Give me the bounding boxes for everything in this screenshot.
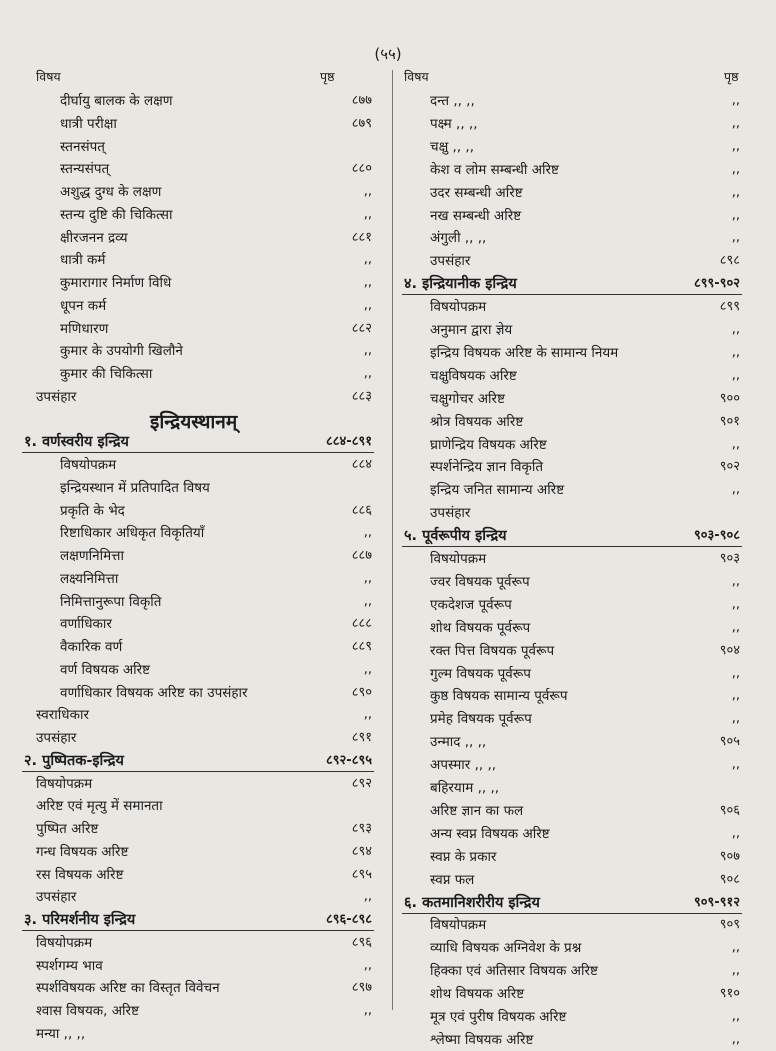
- toc-entry-page: ,,: [731, 1009, 740, 1024]
- toc-entry-label: नख सम्बन्धी अरिष्ट: [430, 207, 522, 224]
- toc-entry-label: उपसंहार: [36, 730, 77, 746]
- toc-entry-page: ९०४: [719, 642, 740, 658]
- toc-entry-label: स्तन्यसंपत्: [60, 161, 110, 178]
- toc-entry-page: ८८३: [351, 388, 372, 404]
- toc-entry-page: ८८७: [351, 548, 372, 563]
- toc-entry-label: मणिधारण: [60, 320, 109, 337]
- toc-entry-label: अशुद्ध दुग्ध के लक्षण: [60, 184, 162, 200]
- toc-entry-label: एकदेशज पूर्वरूप: [430, 596, 512, 613]
- toc-entry-label: विषयोपक्रम: [60, 457, 117, 473]
- toc-entry-label: स्वप्न के प्रकार: [430, 848, 497, 865]
- header-subject: विषय: [36, 69, 61, 84]
- toc-entry-page: ८९८: [719, 253, 740, 269]
- toc-entry-label: लक्ष्यनिमित्ता: [60, 570, 119, 587]
- toc-entry-page: ८९५: [351, 866, 372, 882]
- toc-entry-page: ८८६: [351, 502, 372, 518]
- toc-entry-page: ९००: [719, 390, 740, 406]
- toc-entry-page: ९१०: [719, 986, 740, 1002]
- toc-entry-label: धात्री कर्म: [60, 252, 106, 269]
- toc-entry-label: चक्षुविषयक अरिष्ट: [430, 367, 517, 384]
- toc-entry-label: रक्त पित्त विषयक पूर्वरूप: [430, 642, 555, 659]
- toc-entry-label: अरिष्ट ज्ञान का फल: [430, 802, 524, 819]
- toc-entry-label: स्वप्न फल: [430, 871, 475, 888]
- toc-entry-page: ,,: [363, 957, 372, 973]
- toc-entry-label: पुष्पित अरिष्ट: [36, 821, 99, 837]
- toc-entry-page: ,,: [731, 436, 740, 452]
- toc-entry-page: ८८०: [351, 161, 372, 177]
- toc-entry-label: विषयोपक्रम: [430, 551, 487, 567]
- toc-entry-page: ९०८: [719, 871, 740, 887]
- header-page: पृष्ठ: [724, 69, 739, 84]
- toc-entry-page: ९०३: [719, 551, 740, 566]
- toc-entry-label: विषयोपक्रम: [36, 934, 93, 951]
- toc-entry-label: दन्त ,, ,,: [430, 93, 475, 109]
- toc-entry-page: ,,: [731, 115, 740, 131]
- toc-entry-page: ,,: [731, 619, 740, 635]
- section-page-range: ८८४-८९१: [326, 434, 372, 450]
- header-subject: विषय: [404, 69, 429, 84]
- toc-entry-label: दीर्घायु बालक के लक्षण: [60, 93, 173, 109]
- toc-entry-label: केश व लोम सम्बन्धी अरिष्ट: [430, 161, 559, 178]
- toc-entry-page: ,,: [731, 757, 740, 773]
- toc-entry-page: ८९२: [351, 775, 372, 791]
- toc-entry-page: ,,: [731, 940, 740, 956]
- toc-entry-page: ८८२: [351, 320, 372, 336]
- toc-entry-page: ,,: [363, 343, 372, 359]
- section-heading: ६. कतमानिशरीरीय इन्द्रिय: [404, 894, 540, 911]
- toc-entry-label: वर्ण विषयक अरिष्ट: [60, 661, 151, 678]
- toc-entry-label: विषयोपक्रम: [430, 299, 487, 316]
- toc-entry-label: विषयोपक्रम: [430, 917, 487, 934]
- toc-entry-label: अनुमान द्वारा ज्ञेय: [430, 322, 513, 338]
- toc-entry-page: ,,: [363, 206, 372, 222]
- toc-entry-page: ,,: [731, 482, 740, 498]
- toc-entry-label: लक्षणनिमित्ता: [60, 548, 124, 564]
- toc-entry-label: प्रकृति के भेद: [60, 502, 125, 519]
- toc-entry-label: हिक्का एवं अतिसार विषयक अरिष्ट: [430, 963, 598, 980]
- toc-entry-page: ,,: [363, 525, 372, 541]
- toc-entry-label: उपसंहार: [430, 253, 471, 270]
- toc-entry-label: श्लेष्मा विषयक अरिष्ट: [430, 1031, 534, 1048]
- toc-entry-page: ,,: [363, 252, 372, 268]
- toc-entry-page: ,,: [363, 707, 372, 723]
- toc-entry-label: उदर सम्बन्धी अरिष्ट: [430, 184, 523, 201]
- toc-entry-label: उपसंहार: [36, 889, 77, 906]
- toc-entry-page: ८९०: [351, 684, 372, 700]
- toc-entry-page: ,,: [731, 344, 740, 360]
- toc-entry-label: वर्णाधिकार विषयक अरिष्ट का उपसंहार: [60, 684, 248, 701]
- toc-entry-label: निमित्तानुरूपा विकृति: [60, 593, 162, 610]
- toc-entry-label: स्पर्शनेन्द्रिय ज्ञान विकृति: [430, 459, 544, 476]
- toc-entry-page: ९०६: [719, 802, 740, 818]
- toc-entry-page: ९०९: [719, 917, 740, 933]
- toc-entry-label: गुल्म विषयक पूर्वरूप: [430, 665, 531, 682]
- toc-entry-label: श्वास विषयक, अरिष्ट: [36, 1003, 139, 1019]
- section-heading: २. पुष्पितक-इन्द्रिय: [24, 752, 124, 769]
- toc-entry-label: गन्ध विषयक अरिष्ट: [36, 843, 129, 860]
- toc-entry-label: स्वराधिकार: [36, 707, 89, 724]
- toc-entry-page: ८९६: [351, 934, 372, 950]
- toc-entry-page: ८९१: [351, 730, 372, 745]
- section-rule: [402, 546, 742, 547]
- toc-entry-page: ८७९: [351, 115, 372, 131]
- toc-entry-label: धूपन कर्म: [60, 297, 107, 314]
- section-page-range: ९०३-९०८: [694, 528, 740, 544]
- toc-entry-label: स्तन्य दुष्टि की चिकित्सा: [60, 206, 173, 223]
- toc-entry-label: रिष्टाधिकार अधिकृत विकृतियाँ: [60, 525, 205, 542]
- toc-entry-page: ,,: [363, 1003, 372, 1018]
- toc-entry-page: ,,: [731, 688, 740, 704]
- toc-entry-page: ८९७: [351, 980, 372, 996]
- section-page-range: ८९६-८९८: [326, 912, 372, 927]
- toc-entry-label: उन्माद ,, ,,: [430, 734, 487, 751]
- toc-entry-page: ९०२: [719, 459, 740, 475]
- toc-entry-page: ,,: [363, 889, 372, 905]
- toc-entry-label: इन्द्रिय जनित सामान्य अरिष्ट: [430, 482, 565, 499]
- toc-entry-label: इन्द्रियस्थान में प्रतिपादित विषय: [60, 479, 210, 496]
- toc-entry-page: ,,: [731, 665, 740, 681]
- toc-entry-page: ९०५: [719, 734, 740, 750]
- toc-entry-page: ८९९: [719, 299, 740, 315]
- toc-entry-label: अंगुली ,, ,,: [430, 230, 487, 247]
- toc-entry-page: ,,: [731, 230, 740, 246]
- toc-entry-page: ,,: [731, 963, 740, 979]
- toc-entry-page: ,,: [363, 593, 372, 609]
- toc-entry-label: श्रोत्र विषयक अरिष्ट: [430, 413, 524, 430]
- section-rule: [402, 913, 742, 914]
- toc-entry-page: ८९३: [351, 821, 372, 836]
- toc-entry-label: अरिष्ट एवं मृत्यु में समानता: [36, 798, 163, 815]
- toc-entry-label: धात्री परीक्षा: [60, 115, 117, 132]
- toc-entry-page: ,,: [731, 93, 740, 108]
- toc-entry-page: ,,: [731, 322, 740, 337]
- toc-entry-page: ,,: [731, 207, 740, 223]
- toc-entry-label: स्पर्शगम्य भाव: [36, 957, 103, 974]
- toc-entry-label: रस विषयक अरिष्ट: [36, 866, 124, 883]
- toc-entry-page: ८९४: [351, 843, 372, 859]
- toc-entry-page: ,,: [363, 184, 372, 199]
- toc-entry-label: उपसंहार: [36, 388, 77, 405]
- toc-entry-page: ,,: [363, 275, 372, 290]
- toc-entry-label: क्षीरजनन द्रव्य: [60, 229, 128, 246]
- toc-entry-label: व्याधि विषयक अग्निवेश के प्रश्न: [430, 940, 582, 957]
- toc-entry-label: उपसंहार: [430, 505, 471, 522]
- toc-entry-page: ८८९: [351, 639, 372, 654]
- section-heading: १. वर्णस्वरीय इन्द्रिय: [24, 434, 129, 451]
- toc-entry-label: कुष्ठ विषयक सामान्य पूर्वरूप: [430, 688, 568, 705]
- toc-entry-label: स्तनसंपत्: [60, 138, 105, 155]
- section-page-range: ८९९-९०२: [694, 276, 740, 292]
- toc-entry-label: घ्राणेन्द्रिय विषयक अरिष्ट: [430, 436, 547, 453]
- toc-entry-page: ,,: [731, 1031, 740, 1047]
- toc-entry-label: बहिरयाम ,, ,,: [430, 780, 500, 796]
- toc-entry-label: मूत्र एवं पुरीष विषयक अरिष्ट: [430, 1009, 567, 1025]
- toc-entry-page: ,,: [731, 184, 740, 200]
- toc-entry-page: ,,: [363, 661, 372, 677]
- toc-entry-label: कुमार के उपयोगी खिलौने: [60, 343, 183, 360]
- toc-entry-label: शोथ विषयक अरिष्ट: [430, 986, 525, 1003]
- toc-entry-label: पक्ष्म ,, ,,: [430, 115, 478, 132]
- toc-entry-page: ८८१: [351, 229, 372, 245]
- toc-entry-page: ,,: [363, 297, 372, 313]
- toc-entry-label: अपस्मार ,, ,,: [430, 757, 497, 774]
- toc-entry-label: शोथ विषयक पूर्वरूप: [430, 619, 531, 636]
- toc-entry-page: ,,: [363, 366, 372, 381]
- toc-entry-page: ,,: [731, 367, 740, 383]
- toc-entry-label: कुमारागार निर्माण विधि: [60, 275, 172, 291]
- toc-entry-page: ,,: [731, 161, 740, 177]
- section-rule: [402, 294, 742, 295]
- toc-entry-label: अन्य स्वप्न विषयक अरिष्ट: [430, 825, 550, 842]
- toc-entry-label: मन्या ,, ,,: [36, 1025, 86, 1042]
- header-page: पृष्ठ: [320, 69, 335, 84]
- section-page-range: ९०९-९१२: [694, 894, 740, 910]
- section-heading: ३. परिमर्शनीय इन्द्रिय: [24, 912, 136, 928]
- toc-entry-label: चक्षुगोचर अरिष्ट: [430, 390, 505, 407]
- toc-entry-page: ८८४: [351, 457, 372, 472]
- section-heading: ४. इन्द्रियानीक इन्द्रिय: [404, 276, 517, 293]
- toc-entry-page: ९०७: [719, 848, 740, 864]
- toc-entry-page: ,,: [731, 138, 740, 154]
- toc-entry-page: ,,: [363, 570, 372, 586]
- toc-entry-label: वैकारिक वर्ण: [60, 639, 123, 655]
- toc-entry-page: ९०१: [719, 413, 740, 429]
- toc-entry-page: ,,: [731, 825, 740, 841]
- section-page-range: ८९२-८९५: [326, 752, 372, 768]
- part-heading: इन्द्रियस्थानम्: [150, 410, 238, 433]
- toc-entry-label: वर्णाधिकार: [60, 616, 112, 633]
- toc-entry-page: ,,: [731, 596, 740, 612]
- toc-entry-label: प्रमेह विषयक पूर्वरूप: [430, 711, 532, 728]
- toc-entry-label: चक्षु ,, ,,: [430, 138, 474, 155]
- section-heading: ५. पूर्वरूपीय इन्द्रिय: [404, 528, 507, 545]
- toc-entry-page: ८८८: [351, 616, 372, 632]
- toc-entry-label: कुमार की चिकित्सा: [60, 366, 153, 382]
- page-number: (५५): [374, 45, 402, 63]
- toc-entry-label: ज्वर विषयक पूर्वरूप: [430, 573, 530, 590]
- toc-entry-label: इन्द्रिय विषयक अरिष्ट के सामान्य नियम: [430, 344, 619, 361]
- toc-entry-page: ,,: [731, 573, 740, 589]
- toc-entry-label: स्पर्शविषयक अरिष्ट का विस्तृत विवेचन: [36, 980, 220, 997]
- column-divider: [392, 70, 393, 1010]
- toc-entry-page: ८७७: [351, 93, 372, 108]
- toc-entry-label: विषयोपक्रम: [36, 775, 93, 792]
- toc-entry-page: ,,: [731, 711, 740, 727]
